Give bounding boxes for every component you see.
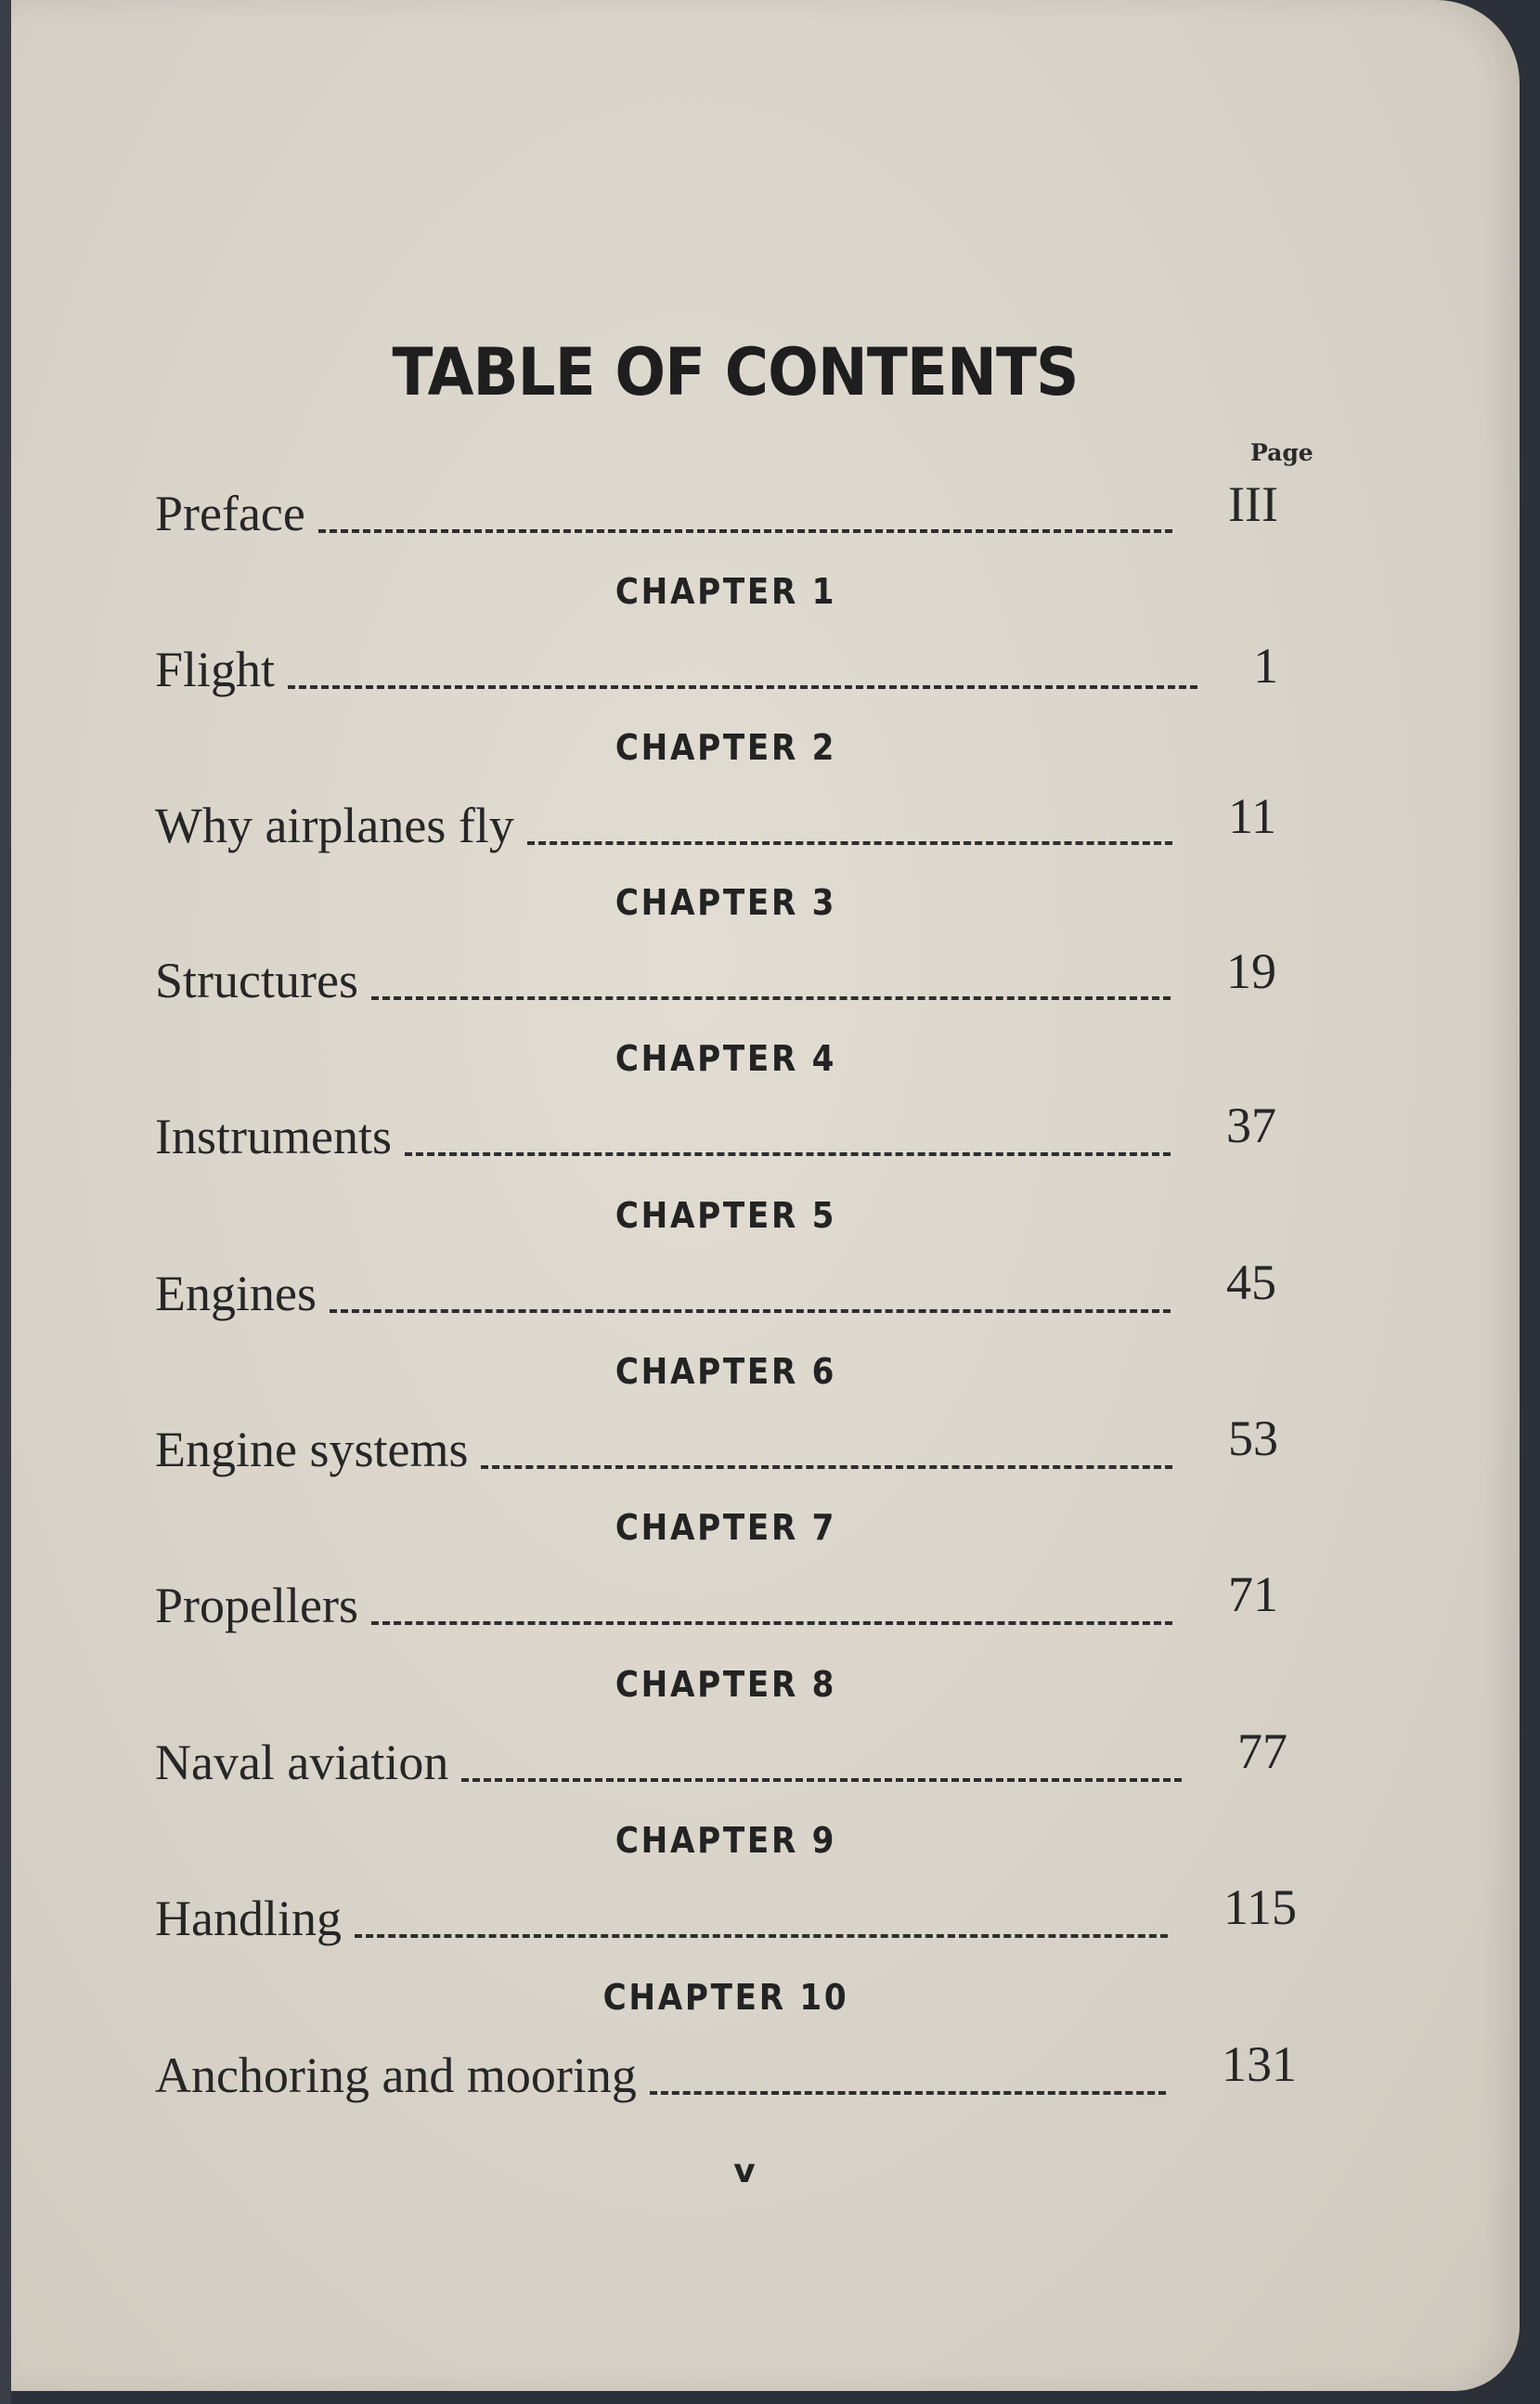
chapter-label-3: CHAPTER 3 [615, 882, 837, 923]
toc-entry-page: 1 [1253, 638, 1278, 694]
chapter-label-6: CHAPTER 6 [615, 1351, 837, 1392]
dot-leader [405, 1152, 1171, 1156]
chapter-label-5: CHAPTER 5 [615, 1195, 837, 1236]
dot-leader [288, 685, 1197, 689]
chapter-label-10: CHAPTER 10 [602, 1977, 849, 2018]
dot-leader [318, 529, 1172, 533]
dot-leader [650, 2091, 1166, 2095]
dot-leader [481, 1465, 1172, 1469]
toc-entry-page: 71 [1228, 1566, 1278, 1622]
toc-entry-page: 19 [1226, 943, 1276, 999]
toc-entry-page: 11 [1228, 788, 1276, 844]
toc-entry-page: 53 [1228, 1410, 1278, 1466]
chapter-label-7: CHAPTER 7 [615, 1507, 837, 1548]
chapter-label-2: CHAPTER 2 [615, 727, 837, 768]
toc-entry-4 [155, 1098, 1325, 1173]
toc-entry-title: Anchoring and mooring [155, 2047, 637, 2103]
dot-leader [527, 841, 1172, 845]
toc-entry-10 [155, 2036, 1325, 2112]
toc-entry-title: Engine systems [155, 1422, 469, 1477]
chapter-label-4: CHAPTER 4 [615, 1038, 837, 1079]
chapter-label-1: CHAPTER 1 [615, 571, 837, 612]
page-number-folio: v [733, 2152, 756, 2190]
dot-leader [371, 1621, 1172, 1625]
page-title: TABLE OF CONTENTS [392, 334, 1079, 410]
chapter-label-9: CHAPTER 9 [615, 1820, 837, 1861]
toc-entry-page: 77 [1237, 1723, 1288, 1779]
dot-leader [371, 996, 1171, 1000]
toc-entry-title: Propellers [155, 1578, 358, 1633]
dot-leader [355, 1934, 1168, 1938]
toc-entry-title: Engines [155, 1266, 317, 1321]
toc-entry-title: Structures [155, 953, 358, 1008]
toc-entry-page: 45 [1226, 1254, 1276, 1310]
chapter-label-8: CHAPTER 8 [615, 1664, 837, 1705]
toc-entry-title: Preface [155, 486, 305, 541]
toc-entry-8 [155, 1723, 1325, 1799]
book-page [11, 0, 1520, 2391]
toc-entry-page: 115 [1223, 1879, 1297, 1935]
toc-entry-title: Naval aviation [155, 1735, 449, 1790]
toc-entry-9 [155, 1879, 1325, 1955]
toc-entry-2 [155, 788, 1325, 862]
toc-entry-title: Instruments [155, 1109, 392, 1164]
toc-entry-title: Why airplanes fly [155, 798, 514, 853]
toc-entry-7 [155, 1566, 1325, 1642]
toc-entry-page: III [1228, 476, 1278, 532]
toc-entry-6 [155, 1410, 1325, 1486]
toc-entry-title: Handling [155, 1891, 342, 1946]
toc-entry-1 [155, 638, 1325, 706]
toc-entry-5 [155, 1254, 1325, 1330]
toc-entry-preface [155, 476, 1325, 550]
dot-leader [330, 1309, 1171, 1313]
toc-entry-page: 37 [1226, 1098, 1276, 1153]
book-spine-edge [0, 0, 11, 2404]
dot-leader [461, 1778, 1182, 1782]
toc-entry-3 [155, 943, 1325, 1017]
page-column-label: Page [1250, 439, 1314, 466]
toc-entry-page: 131 [1222, 2036, 1297, 2092]
toc-entry-title: Flight [155, 642, 276, 697]
